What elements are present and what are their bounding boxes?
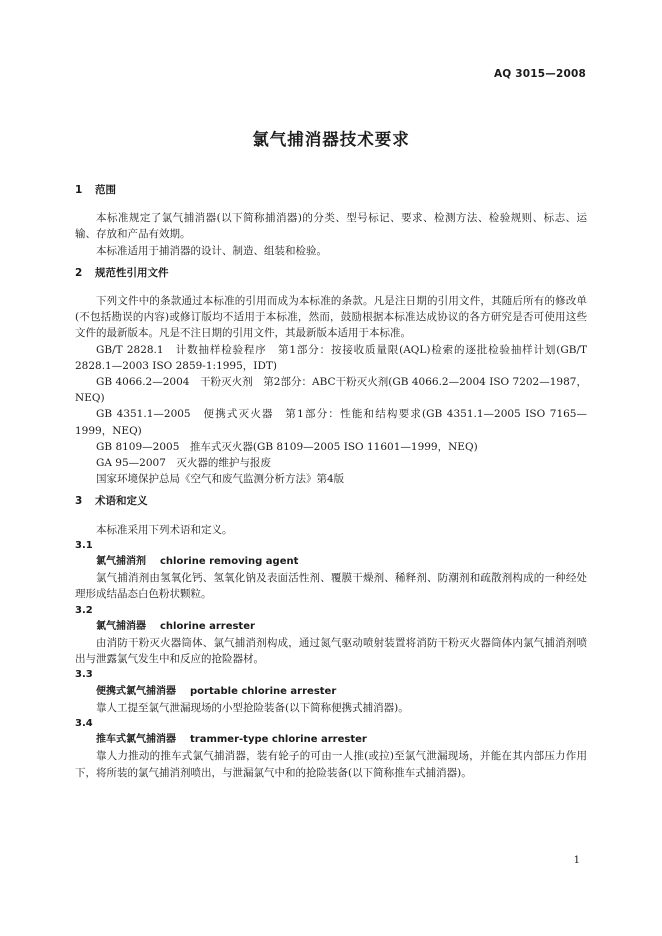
reference-1: GB/T 2828.1 计数抽样检验程序 第1部分：按接收质量限(AQL)检索的逐批检验抽样计划(GB/T 2828.1—2003 ISO 2859-1:1995，IDT): [75, 343, 587, 372]
page-number: 1: [573, 855, 580, 866]
term-number: 3.3: [75, 669, 93, 681]
section-3-intro: 本标准采用下列术语和定义。: [96, 523, 233, 536]
section-number: 3: [75, 495, 83, 508]
document-title: 氯气捕消器技术要求: [252, 130, 410, 149]
term-zh: 推车式氯气捕消器: [96, 734, 176, 746]
term-definition: 靠人工提至氯气泄漏现场的小型抢险装备(以下简称便携式捕消器)。: [96, 701, 409, 714]
term-zh: 便携式氯气捕消器: [96, 685, 176, 697]
term-zh: 氯气捕消剂: [96, 556, 146, 567]
section-1-heading: [75, 182, 587, 198]
term-definition: 靠人力推动的推车式氯气捕消器，装有轮子的可由一人推(或拉)至氯气泄漏现场，并能在其内部压力作用下，将所装的氯气捕消剂喷出，与泄漏氯气中和的抢险装备(以下简称推车式捕消器)。: [75, 750, 587, 779]
reference-5: GA 95—2007 灭火器的维护与报废: [96, 457, 271, 470]
term-heading: [75, 619, 587, 635]
section-title: 规范性引用文件: [95, 266, 169, 279]
term-en: trammer-type chlorine arrester: [190, 734, 367, 746]
term-zh: 氯气捕消器: [96, 620, 146, 632]
term-heading: [75, 554, 587, 570]
term-en: portable chlorine arrester: [190, 685, 337, 697]
section-title: 范围: [95, 184, 116, 196]
reference-2: GB 4066.2—2004 干粉灭火剂 第2部分：ABC干粉灭火剂(GB 4066.2—2004 ISO 7202—1987，NEQ): [75, 376, 587, 405]
standard-code: AQ 3015—2008: [493, 68, 586, 80]
term-number: 3.2: [75, 604, 93, 616]
section-1-para-2: 本标准适用于捕消器的设计、制造、组装和检验。: [96, 244, 327, 257]
term-heading: [75, 684, 587, 700]
section-3-heading: [75, 493, 587, 509]
section-number: 2: [75, 266, 83, 279]
section-2-heading: [75, 265, 587, 281]
reference-4: GB 8109—2005 推车式灭火器(GB 8109—2005 ISO 11601—1999，NEQ): [96, 440, 478, 453]
term-heading: [75, 732, 587, 748]
term-number: 3.1: [75, 539, 93, 551]
term-en: chlorine arrester: [160, 620, 255, 632]
term-number: 3.4: [75, 718, 93, 729]
term-definition: 由消防干粉灭火器筒体、氯气捕消剂构成，通过氮气驱动喷射装置将消防干粉灭火器筒体内氯气捕消剂喷出与泄露氯气发生中和反应的抢险器材。: [75, 637, 587, 666]
term-definition: 氯气捕消剂由氢氧化钙、氢氧化钠及表面活性剂、覆膜干燥剂、稀释剂、防潮剂和疏散剂构成的一种经处理形成结晶态白色粉状颗粒。: [75, 572, 587, 601]
term-en: chlorine removing agent: [160, 556, 299, 567]
section-1-para-1: 本标准规定了氯气捕消器(以下简称捕消器)的分类、型号标记、要求、检测方法、检验规则、标志、运输、存放和产品有效期。: [75, 212, 587, 241]
reference-3: GB 4351.1—2005 便携式灭火器 第1部分：性能和结构要求(GB 4351.1—2005 ISO 7165—1999，NEQ): [75, 408, 587, 437]
reference-6: 国家环境保护总局《空气和废气监测分析方法》第4版: [96, 473, 345, 486]
document-body: [75, 182, 587, 781]
section-title: 术语和定义: [95, 495, 148, 508]
section-number: 1: [75, 184, 83, 196]
section-2-intro: 下列文件中的条款通过本标准的引用而成为本标准的条款。凡是注日期的引用文件，其随后所有的修改单(不包括勘误的内容)或修订版均不适用于本标准，然而，鼓励根据本标准达成协议的各方研究是否可使用这些文件的最新版本。凡是不注日期的引用文件，其最新版本适用于本标准。: [75, 294, 587, 340]
